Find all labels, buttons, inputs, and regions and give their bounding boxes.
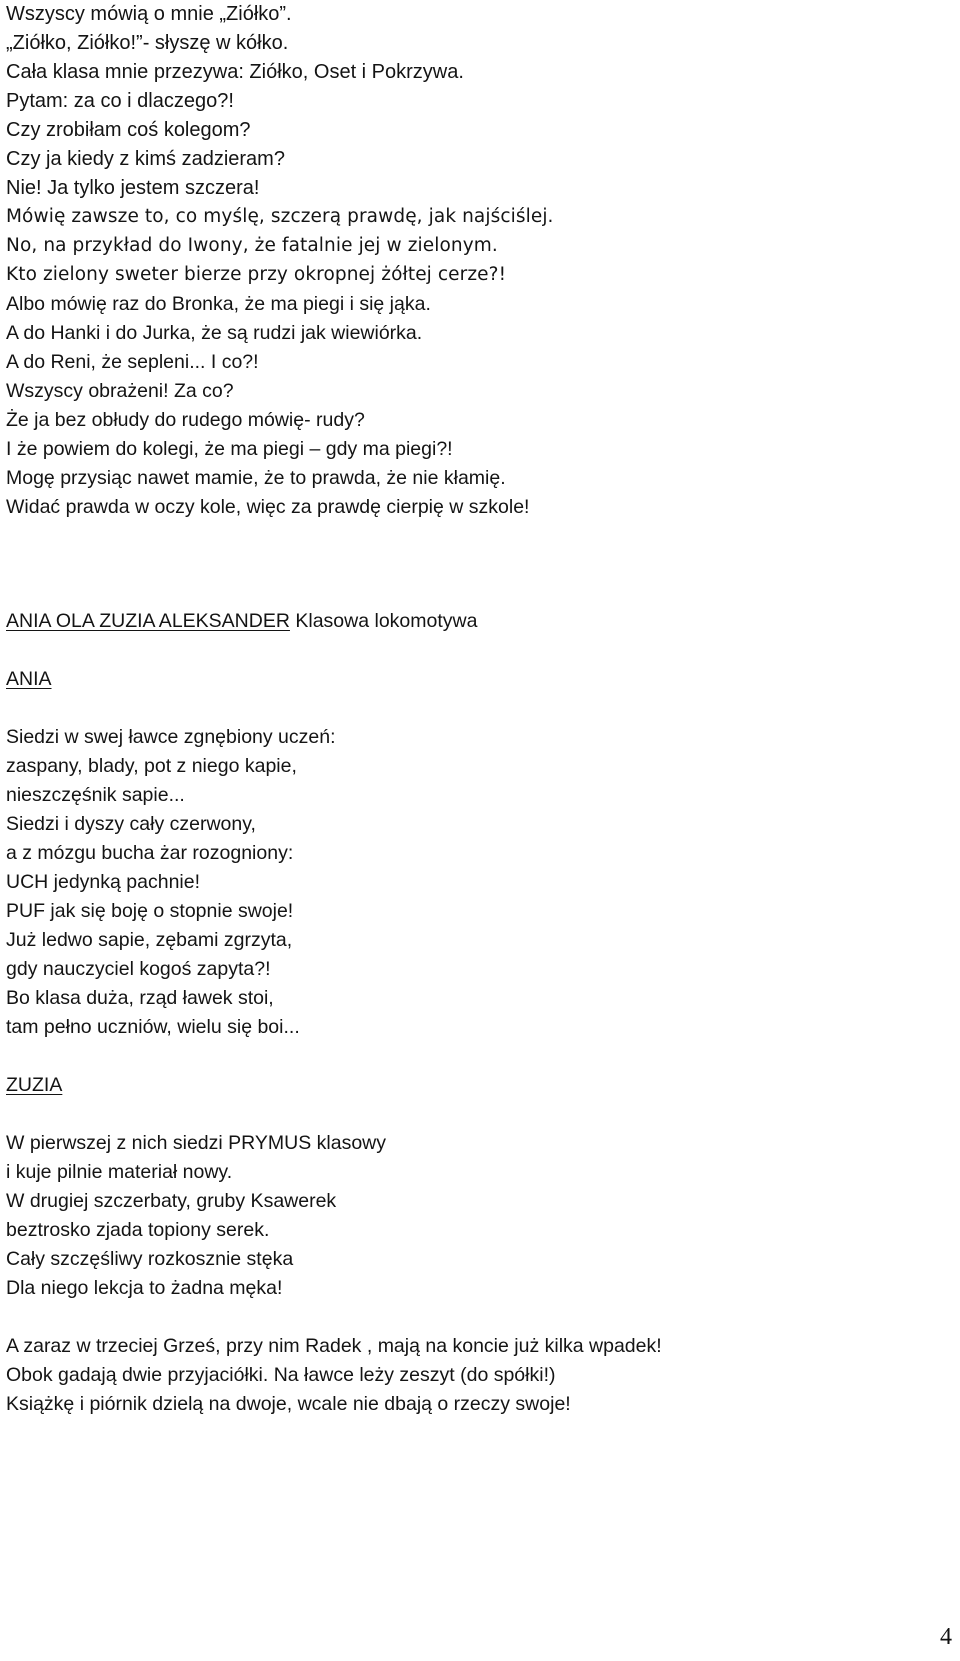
poem-line: Obok gadają dwie przyjaciółki. Na ławce leży zeszyt (do spółki!) (6, 1364, 556, 1386)
poem-line: Wszyscy obrażeni! Za co? (6, 380, 234, 402)
poem-line: tam pełno uczniów, wielu się boi... (6, 1016, 300, 1038)
poem-line: W pierwszej z nich siedzi PRYMUS klasowy (6, 1132, 386, 1154)
poem-line: Czy zrobiłam coś kolegom? (6, 119, 251, 141)
poem-line: Nie! Ja tylko jestem szczera! (6, 177, 260, 199)
speaker-label-ania: ANIA (6, 668, 52, 690)
poem-line: Pytam: za co i dlaczego?! (6, 90, 234, 112)
poem-line: i kuje pilnie materiał nowy. (6, 1161, 233, 1183)
poem-line: Kto zielony sweter bierze przy okropnej żółtej cerze?! (6, 264, 507, 285)
poem-line: Wszyscy mówią o mnie „Ziółko”. (6, 3, 292, 25)
poem-line: nieszczęśnik sapie... (6, 784, 185, 806)
poem-line: gdy nauczyciel kogoś zapyta?! (6, 958, 271, 980)
poem-line: „Ziółko, Ziółko!”- słyszę w kółko. (6, 32, 289, 54)
poem-line: a z mózgu bucha żar rozogniony: (6, 842, 294, 864)
poem-line: Dla niego lekcja to żadna męka! (6, 1277, 283, 1299)
poem-line: Mogę przysiąc nawet mamie, że to prawda, że nie kłamię. (6, 467, 506, 489)
poem-line: PUF jak się boję o stopnie swoje! (6, 900, 294, 922)
poem-line: Bo klasa duża, rząd ławek stoi, (6, 987, 274, 1009)
poem-line: Mówię zawsze to, co myślę, szczerą prawdę, jak najściślej. (6, 206, 554, 227)
poem-line: A do Reni, że sepleni... I co?! (6, 351, 259, 373)
poem-line: A zaraz w trzeciej Grześ, przy nim Radek , mają na koncie już kilka wpadek! (6, 1335, 662, 1357)
poem-line: Że ja bez obłudy do rudego mówię- rudy? (6, 409, 365, 431)
section-heading-title: Klasowa lokomotywa (295, 610, 478, 632)
poem-line: Czy ja kiedy z kimś zadzieram? (6, 148, 285, 170)
poem-line: Już ledwo sapie, zębami zgrzyta, (6, 929, 293, 951)
section-heading-names: ANIA OLA ZUZIA ALEKSANDER (6, 610, 290, 632)
poem-line: Siedzi w swej ławce zgnębiony uczeń: (6, 726, 336, 748)
page-number: 4 (940, 1624, 952, 1650)
poem-line: Albo mówię raz do Bronka, że ma piegi i się jąka. (6, 293, 431, 315)
poem-line: Siedzi i dyszy cały czerwony, (6, 813, 256, 835)
poem-line: Książkę i piórnik dzielą na dwoje, wcale nie dbają o rzeczy swoje! (6, 1393, 571, 1415)
poem-line: A do Hanki i do Jurka, że są rudzi jak wiewiórka. (6, 322, 423, 344)
poem-line: Widać prawda w oczy kole, więc za prawdę cierpię w szkole! (6, 496, 530, 518)
speaker-label-zuzia: ZUZIA (6, 1074, 63, 1096)
poem-line: No, na przykład do Iwony, że fatalnie jej w zielonym. (6, 235, 498, 256)
poem-line: UCH jedynką pachnie! (6, 871, 201, 893)
section-heading (6, 607, 477, 635)
poem-line: beztrosko zjada topiony serek. (6, 1219, 270, 1241)
poem-line: zaspany, blady, pot z niego kapie, (6, 755, 297, 777)
poem-line: W drugiej szczerbaty, gruby Ksawerek (6, 1190, 337, 1212)
poem-line: Cały szczęśliwy rozkosznie stęka (6, 1248, 294, 1270)
poem-line: I że powiem do kolegi, że ma piegi – gdy ma piegi?! (6, 438, 453, 460)
poem-line: Cała klasa mnie przezywa: Ziółko, Oset i Pokrzywa. (6, 61, 464, 83)
